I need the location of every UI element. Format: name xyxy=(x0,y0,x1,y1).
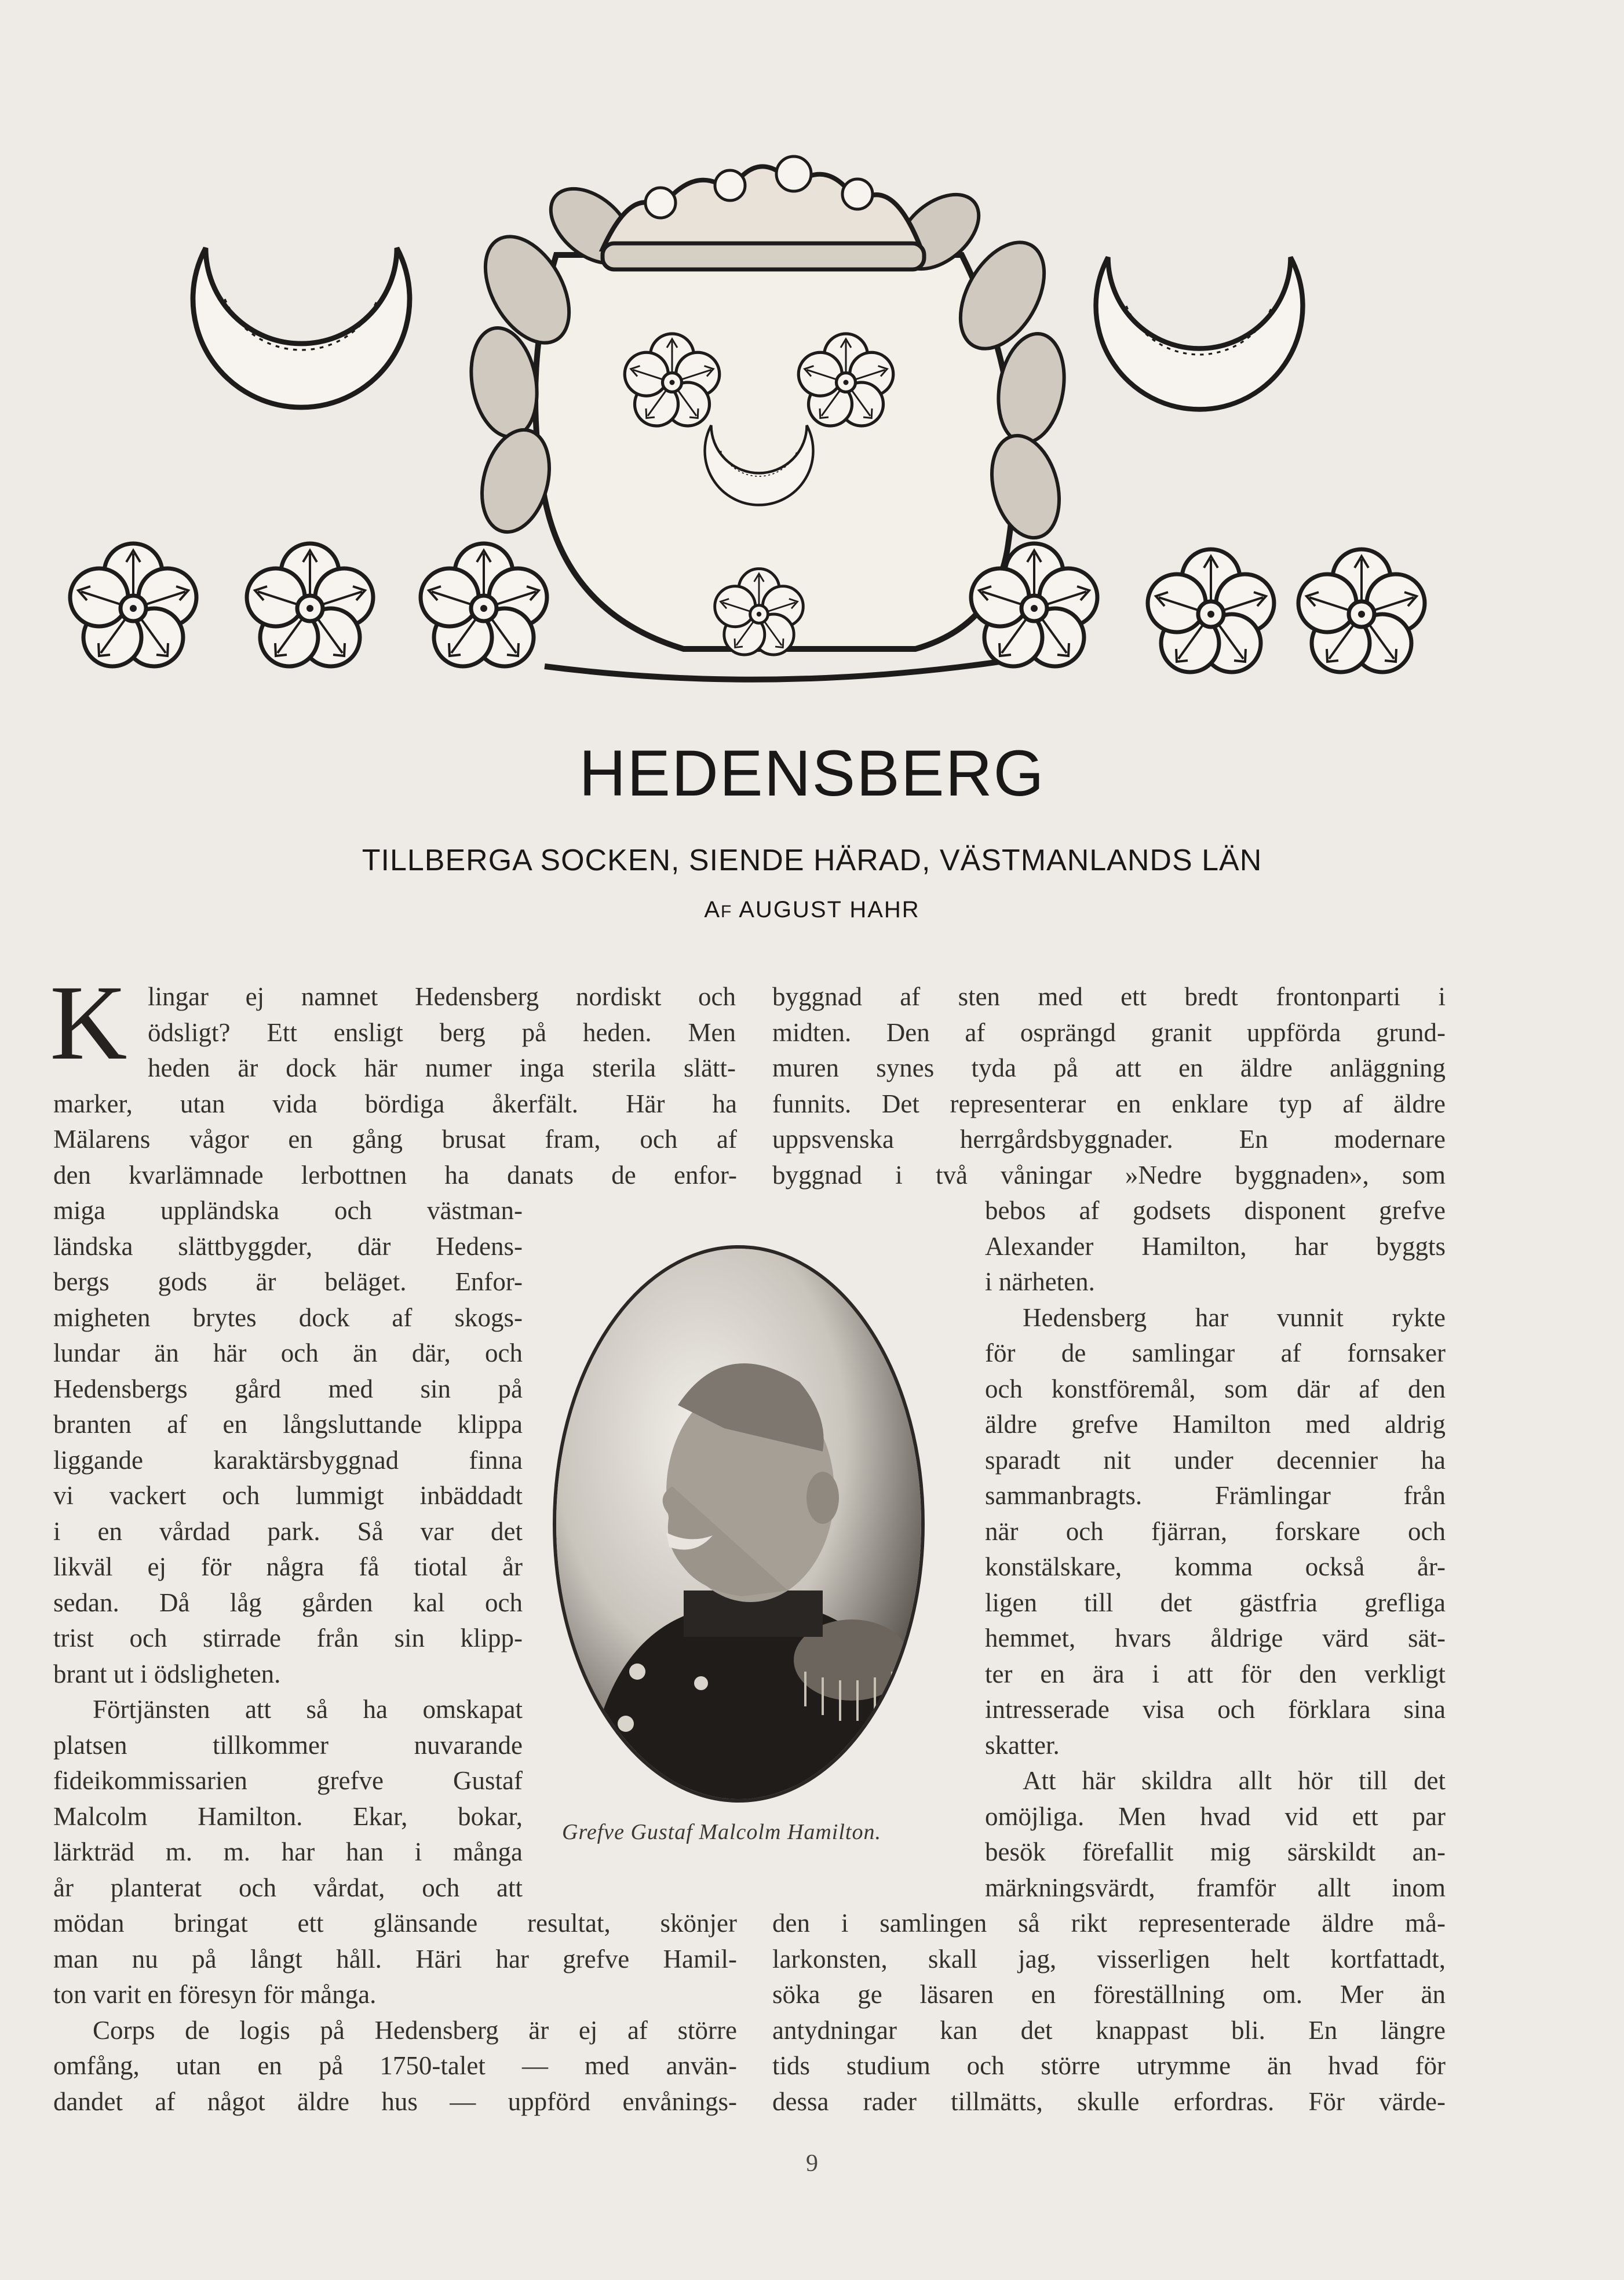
author-prefix: A xyxy=(704,897,721,922)
text-line: tids studium och större utrymme än hvad för xyxy=(772,2051,1446,2080)
text-line: liggande karaktärsbyggnad finna xyxy=(53,1445,523,1475)
text-line: Mälarens vågor en gång brusat fram, och af xyxy=(53,1125,737,1154)
author-name: AUGUST HAHR xyxy=(739,897,920,922)
text-line: marker, utan vida bördiga åkerfält. Här ha xyxy=(53,1089,737,1118)
text-line: byggnad i två våningar »Nedre byggnaden», som xyxy=(772,1160,1446,1190)
text-line: i närheten. xyxy=(985,1267,1095,1296)
text-line: lingar ej namnet Hedensberg nordiskt och xyxy=(148,982,736,1011)
drop-cap: K xyxy=(50,964,127,1082)
text-line: antydningar kan det knappast bli. En längre xyxy=(772,2015,1446,2045)
text-line: lärkträd m. m. har han i många xyxy=(53,1837,523,1866)
text-line: likväl ej för några få tiotal år xyxy=(53,1552,523,1581)
text-line: Hedensberg har vunnit rykte xyxy=(1023,1303,1446,1332)
text-line: heden är dock här numer inga sterila slätt- xyxy=(148,1053,736,1082)
text-line: Malcolm Hamilton. Ekar, bokar, xyxy=(53,1801,523,1831)
text-line: för de samlingar af fornsaker xyxy=(985,1338,1446,1367)
text-line: platsen tillkommer nuvarande xyxy=(53,1730,523,1760)
text-line: ligen till det gästfria grefliga xyxy=(985,1588,1446,1617)
text-line: märkningsvärdt, framför allt inom xyxy=(985,1873,1446,1902)
text-line: muren synes tyda på att en äldre anläggning xyxy=(772,1053,1446,1082)
text-line: dessa rader tillmätts, skulle erfordras. För värde- xyxy=(772,2086,1446,2116)
page-number: 9 xyxy=(806,2150,818,2177)
text-line: söka ge läsaren en föreställning om. Mer än xyxy=(772,1980,1446,2009)
text-line: Förtjänsten att så ha omskapat xyxy=(93,1695,523,1724)
text-line: den i samlingen så rikt representerade äldre må- xyxy=(772,1909,1446,1938)
text-line: besök förefallit mig särskildt an- xyxy=(985,1837,1446,1866)
text-line: ödsligt? Ett ensligt berg på heden. Men xyxy=(148,1017,736,1047)
text-line: sedan. Då låg gården kal och xyxy=(53,1588,523,1617)
text-line: vi vackert och lummigt inbäddadt xyxy=(53,1481,523,1510)
text-line: branten af en långsluttande klippa xyxy=(53,1410,523,1439)
text-line: omöjliga. Men hvad vid ett par xyxy=(985,1801,1446,1831)
text-line: migheten brytes dock af skogs- xyxy=(53,1303,523,1332)
coat-of-arms-icon xyxy=(46,139,1448,718)
author-prefix-small: F xyxy=(721,902,733,921)
text-line: lundar än här och än där, och xyxy=(53,1338,523,1367)
text-line: uppsvenska herrgårdsbyggnader. En modernare xyxy=(772,1125,1446,1154)
text-line: dandet af något äldre hus — uppförd envånings- xyxy=(53,2086,737,2116)
text-line: Alexander Hamilton, har byggts xyxy=(985,1231,1446,1261)
text-line: år planterat och vårdat, och att xyxy=(53,1873,523,1902)
text-line: byggnad af sten med ett bredt frontonparti i xyxy=(772,982,1446,1011)
text-line: äldre grefve Hamilton med aldrig xyxy=(985,1410,1446,1439)
text-line: miga uppländska och västman- xyxy=(53,1196,523,1225)
portrait-photo-icon xyxy=(550,1243,927,1805)
portrait-caption: Grefve Gustaf Malcolm Hamilton. xyxy=(562,1820,881,1844)
text-line: bergs gods är beläget. Enfor- xyxy=(53,1267,523,1296)
text-line: man nu på långt håll. Häri har grefve Hamil- xyxy=(53,1944,737,1973)
text-line: skatter. xyxy=(985,1730,1060,1760)
text-line: hemmet, hvars åldrige värd sät- xyxy=(985,1624,1446,1652)
text-line: den kvarlämnade lerbottnen ha danats de enfor- xyxy=(53,1160,737,1190)
text-line: intresserade visa och förklara sina xyxy=(985,1695,1446,1724)
text-line: fideikommissarien grefve Gustaf xyxy=(53,1766,523,1795)
text-line: funnits. Det representerar en enklare typ af äldre xyxy=(772,1089,1446,1118)
author-line xyxy=(0,897,1624,923)
text-line: Att här skildra allt hör till det xyxy=(1023,1766,1446,1795)
text-line: mödan bringat ett glänsande resultat, skönjer xyxy=(53,1909,737,1938)
text-line: sammanbragts. Främlingar från xyxy=(985,1481,1446,1510)
text-line: ter en ära i att för den verkligt xyxy=(985,1659,1446,1688)
text-line: och konstföremål, som där af den xyxy=(985,1374,1446,1403)
text-line: trist och stirrade från sin klipp- xyxy=(53,1624,523,1652)
text-line: brant ut i ödsligheten. xyxy=(53,1659,281,1688)
text-line: larkonsten, skall jag, visserligen helt kortfattadt, xyxy=(772,1944,1446,1973)
text-line: när och fjärran, forskare och xyxy=(985,1516,1446,1546)
text-line: bebos af godsets disponent grefve xyxy=(985,1196,1446,1225)
text-line: ländska slättbyggder, där Hedens- xyxy=(53,1231,523,1261)
text-line: midten. Den af osprängd granit uppförda grund- xyxy=(772,1017,1446,1047)
text-line: ton varit en föresyn för många. xyxy=(53,1980,377,2009)
text-line: omfång, utan en på 1750-talet — med använ- xyxy=(53,2051,737,2080)
text-line: sparadt nit under decennier ha xyxy=(985,1445,1446,1475)
page-subtitle: TILLBERGA SOCKEN, SIENDE HÄRAD, VÄSTMANLANDS LÄN xyxy=(362,844,1262,877)
page-title: HEDENSBERG xyxy=(579,737,1045,809)
text-line: konstälskare, komma också år- xyxy=(985,1552,1446,1581)
text-line: Hedensbergs gård med sin på xyxy=(53,1374,523,1403)
text-line: Corps de logis på Hedensberg är ej af större xyxy=(93,2015,737,2045)
text-line: i en vårdad park. Så var det xyxy=(53,1516,523,1546)
